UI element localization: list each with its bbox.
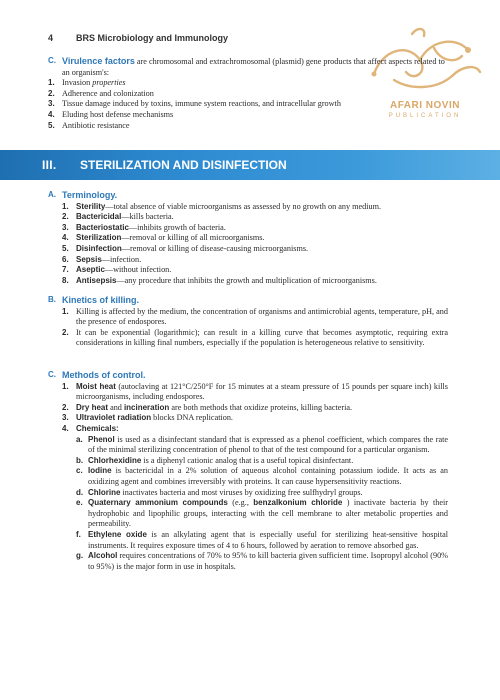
section-title: STERILIZATION AND DISINFECTION [80,158,287,172]
chemical-item: d. Chlorine inactivates bacteria and most viruses by oxidizing free sulfhydryl groups. [76,487,363,497]
term-item: 3. Bacteriostatic—inhibits growth of bacteria. [62,222,226,232]
book-title: BRS Microbiology and Immunology [76,33,229,43]
method-item: 4. Chemicals: a. Phenol is used as a disinfectant standard that is expressed as a phenol coefficient, which compares the rate of the minimal sterilizing concentration of phenol to that of the test compound for a particular organism. b. Chlorhexidine is a diphenyl cationic analog that is a useful topical disinfectant. c. Iodine is bactericidal in a 2% solution of aqueous alcohol containing potassium iodide. It acts as an oxidizing agent and combines irreversibly with proteins. It can cause hypersensitivity reactions. d. Chlorine inactivates bacteria and most viruses by oxidizing free sulfhydryl groups. e. Quaternary ammonium compounds (e.g., benzalkonium chloride ) inactivate bacteria by their hydrophobic and lipophilic groups, interacting with the cell membrane to alter metabolic properties and permeability. f. Ethylene oxide is an alkylating agent that is especially useful for sterilizing heat-sensitive hospital instruments. It requires exposure times of 4 to 6 hours, followed by aeration to remove absorbed gas. g. Alcohol requires concentrations of 70% to 95% to kill bacteria given sufficient time. Isopropyl alcohol (90% to 95%) is the major form in use in hospitals. [62,423,449,571]
chemical-item: c. Iodine is bactericidal in a 2% solution of aqueous alcohol containing potassium iodide. It acts as an oxidizing agent and combines irreversibly with proteins. It can cause hypersensitivity reactions. [76,466,448,486]
method-item: 1. Moist heat (autoclaving at 121°C/250°F for 15 minutes at a steam pressure of 15 pounds per square inch) kills microorganisms, including endospores. [62,381,448,402]
term-item: 4. Sterilization—removal or killing of all microorganisms. [62,233,265,243]
logo-subtitle: PUBLICATION [388,113,462,119]
kinetics-section [48,295,448,349]
running-head [48,33,228,43]
term-item: 2. Bactericidal—kills bacteria. [62,212,174,222]
chemical-item: g. Alcohol requires concentrations of 70% to 95% to kill bacteria given sufficient time. Isopropyl alcohol (90% to 95%) is the major form in use in hospitals. [76,551,448,571]
virulence-text: are chromosomal and extrachromosomal (plasmid) gene products that affect aspects related to an organism's: [62,57,445,77]
term-item: 1. Sterility—total absence of viable microorganisms as assessed by no growth on any medium. [62,201,382,211]
section-banner [0,150,500,180]
methods-section [48,370,448,572]
term-item: 8. Antisepsis—any procedure that inhibits the growth and multiplication of microorganisms. [62,275,377,285]
chemicals-list [76,435,448,573]
section-numeral: III. [42,158,57,172]
virulence-item: 5. Antibiotic resistance [48,120,130,130]
methods-heading: C. Methods of control. [48,370,146,380]
kinetics-heading: B. Kinetics of killing. [48,295,140,305]
chemical-item: b. Chlorhexidine is a diphenyl cationic analog that is a useful topical disinfectant. [76,455,354,465]
kinetics-item: 1. Killing is affected by the medium, the concentration of organisms and antimicrobial agents, temperature, pH, and the presence of endospores. [62,306,448,327]
logo-wordmark: AFARI NOVIN [390,100,460,111]
virulence-item: 1. Invasion properties [48,78,126,88]
virulence-item: 2. Adherence and colonization [48,88,154,98]
method-item: 3. Ultraviolet radiation blocks DNA replication. [62,413,233,423]
term-item: 6. Sepsis—infection. [62,254,142,264]
virulence-item: 4. Eluding host defense mechanisms [48,109,174,119]
virulence-intro [48,56,448,78]
chemical-item: a. Phenol is used as a disinfectant standard that is expressed as a phenol coefficient, which compares the rate of the minimal sterilizing concentration of phenol to that of the test compound for a particular organism. [76,434,449,455]
term-item: 5. Disinfection—removal or killing of disease-causing microorganisms. [62,243,309,253]
page-number: 4 [48,33,54,43]
chemical-item: f. Ethylene oxide is an alkylating agent that is especially useful for sterilizing heat-sensitive hospital instruments. It requires exposure times of 4 to 6 hours, followed by aeration to remove absorbed gas. [76,529,449,550]
kinetics-item: 2. It can be exponential (logarithmic); can result in a killing curve that becomes asymptotic, requiring extra considerations in killing final numbers, especially if the population is heterogeneous relative to sensitivity. [62,327,448,348]
term-item: 7. Aseptic—without infection. [62,265,172,275]
terminology-heading: A. Terminology. [48,190,118,200]
virulence-section [48,56,448,131]
virulence-term: Virulence factors [62,56,135,66]
chemical-item: e. Quaternary ammonium compounds (e.g., benzalkonium chloride ) inactivate bacteria by their hydrophobic and lipophilic groups, interacting with the cell membrane to alter metabolic properties and permeability. [76,498,448,529]
method-item: 2. Dry heat and incineration are both methods that oxidize proteins, killing bacteria. [62,402,353,412]
virulence-item: 3. Tissue damage induced by toxins, immune system reactions, and intracellular growth [48,99,341,109]
virulence-letter: C. [48,56,56,65]
terminology-section [48,190,448,286]
